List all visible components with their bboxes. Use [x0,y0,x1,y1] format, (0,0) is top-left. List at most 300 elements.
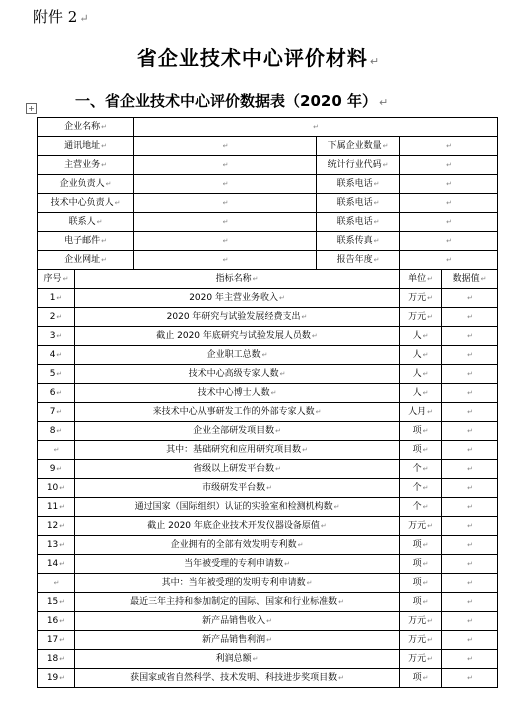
info-value-cell[interactable] [134,175,317,194]
cell-end-mark: ↵ [467,541,473,549]
info-label-text: 技术中心负责人 [50,198,114,208]
indicator-name [75,460,400,479]
indicator-no-text: 3 [49,331,56,341]
cell-end-mark: ↵ [467,294,473,302]
cell-end-mark: ↵ [422,484,429,492]
indicator-row [38,308,498,327]
section-subtitle: 一、省企业技术中心评价数据表（2020 年） ↵ [75,92,389,110]
cell-end-mark: ↵ [422,598,429,606]
indicator-value-cell[interactable] [442,384,498,403]
cell-end-mark: ↵ [59,598,66,606]
indicator-name [75,631,400,650]
indicator-unit-text: 万元 [408,616,427,626]
info-row [38,137,498,156]
indicator-no [38,460,75,479]
indicator-name-text: 最近三年主持和参加制定的国际、国家和行业标准数 [130,597,338,607]
cell-end-mark: ↵ [266,636,272,644]
indicator-unit-text: 万元 [408,312,427,322]
cell-end-mark: ↵ [373,237,380,245]
indicator-unit [400,308,442,327]
indicator-name [75,289,400,308]
cell-end-mark: ↵ [59,503,66,511]
indicator-value-cell[interactable] [442,498,498,517]
column-header-name [75,270,400,289]
info-row [38,118,498,137]
indicator-unit-text: 人 [412,388,422,398]
column-header-value-text: 数据值 [452,274,480,284]
cell-end-mark: ↵ [467,370,473,378]
indicator-unit-text: 万元 [408,521,427,531]
cell-end-mark: ↵ [467,465,473,473]
indicator-value-cell[interactable] [442,422,498,441]
indicator-no-text: 7 [49,407,56,417]
indicator-no-text: 2 [49,312,56,322]
indicator-value-cell[interactable] [442,574,498,593]
info-value-cell[interactable] [134,156,317,175]
cell-end-mark: ↵ [422,579,429,587]
indicator-unit-text: 人 [412,369,422,379]
cell-end-mark: ↵ [101,123,107,131]
indicator-no-text: 4 [49,350,56,360]
info-value-cell[interactable] [134,251,317,270]
cell-end-mark: ↵ [278,294,285,302]
info-label-secondary [317,213,400,232]
indicator-name [75,650,400,669]
cell-end-mark: ↵ [275,427,281,435]
cell-end-mark: ↵ [467,332,473,340]
indicator-unit [400,669,442,688]
indicator-row [38,346,498,365]
indicator-no-text: 18 [46,654,59,664]
indicator-row [38,327,498,346]
cell-end-mark: ↵ [467,408,473,416]
cell-end-mark: ↵ [467,484,473,492]
indicator-value-cell[interactable] [442,289,498,308]
indicator-unit-text: 个 [412,483,422,493]
indicator-no-text: 16 [46,616,59,626]
cell-end-mark: ↵ [270,389,277,397]
cell-end-mark: ↵ [422,427,429,435]
info-row [38,156,498,175]
indicator-no [38,536,75,555]
indicator-no-text: 13 [46,540,59,550]
indicator-value-cell[interactable] [442,517,498,536]
indicator-name-text: 市级研发平台数 [202,483,266,493]
cell-end-mark: ↵ [446,237,452,245]
indicator-header-row [38,270,498,289]
indicator-unit [400,422,442,441]
info-value-cell[interactable] [400,232,498,251]
cell-end-mark: ↵ [59,522,66,530]
indicator-row [38,365,498,384]
cell-end-mark: ↵ [467,655,473,663]
info-value-cell[interactable] [134,118,498,137]
info-label [38,194,134,213]
cell-end-mark: ↵ [96,218,103,226]
indicator-value-cell[interactable] [442,631,498,650]
indicator-unit-text: 项 [412,540,422,550]
indicator-name-text: 截止 2020 年底研究与试验发展人员数 [156,331,311,341]
info-row [38,251,498,270]
info-label-secondary-text: 统计行业代码 [327,160,382,170]
cell-end-mark: ↵ [59,674,66,682]
info-value-cell[interactable] [134,213,317,232]
indicator-no-text: 15 [46,597,59,607]
info-label-secondary-text: 联系电话 [336,217,373,227]
indicator-unit [400,479,442,498]
cell-end-mark: ↵ [467,351,473,359]
indicator-name [75,498,400,517]
indicator-no [38,593,75,612]
info-label-text: 主营业务 [64,160,101,170]
indicator-name [75,612,400,631]
indicator-unit [400,536,442,555]
indicator-no-text: 6 [49,388,56,398]
indicator-unit-text: 个 [412,464,422,474]
cell-end-mark: ↵ [53,579,60,587]
cell-end-mark: ↵ [422,541,429,549]
cell-end-mark: ↵ [427,408,433,416]
cell-end-mark: ↵ [56,313,63,321]
indicator-name-text: 企业职工总数 [206,350,261,360]
cell-end-mark: ↵ [446,199,452,207]
indicator-name [75,593,400,612]
info-row [38,213,498,232]
cell-end-mark: ↵ [101,237,107,245]
cell-end-mark: ↵ [382,161,389,169]
indicator-no [38,384,75,403]
indicator-row [38,460,498,479]
indicator-value-cell[interactable] [442,365,498,384]
indicator-unit [400,593,442,612]
indicator-name-text: 技术中心博士人数 [197,388,270,398]
info-label-secondary-text: 下属企业数量 [327,141,382,151]
indicator-no-text: 5 [49,369,56,379]
column-header-no-text: 序号 [43,274,62,284]
cell-end-mark: ↵ [480,275,487,283]
cell-end-mark: ↵ [297,541,304,549]
cell-end-mark: ↵ [467,522,473,530]
cell-end-mark: ↵ [422,503,429,511]
info-label-secondary-text: 联系电话 [336,179,373,189]
info-value-cell[interactable] [134,194,317,213]
indicator-name-text: 其中：基础研究和应用研究项目数 [166,445,302,455]
cell-end-mark: ↵ [222,142,229,150]
indicator-unit [400,631,442,650]
indicator-row [38,403,498,422]
indicator-name-text: 通过国家（国际组织）认证的实验室和检测机构数 [134,502,333,512]
indicator-name-text: 利润总额 [215,654,252,664]
cell-end-mark: ↵ [306,579,313,587]
indicator-value-cell[interactable] [442,650,498,669]
indicator-name-text: 企业拥有的全部有效发明专利数 [170,540,297,550]
indicator-name-text: 省级以上研发平台数 [193,464,275,474]
indicator-unit-text: 项 [412,597,422,607]
cell-end-mark: ↵ [338,598,344,606]
indicator-row [38,612,498,631]
cell-end-mark: ↵ [427,522,433,530]
info-label [38,251,134,270]
indicator-value-cell[interactable] [442,612,498,631]
column-header-value [442,270,498,289]
cell-end-mark: ↵ [101,142,107,150]
info-label-secondary [317,232,400,251]
cell-end-mark: ↵ [467,313,473,321]
indicator-unit [400,517,442,536]
cell-end-mark: ↵ [373,199,380,207]
indicator-row [38,536,498,555]
document-title: 省企业技术中心评价材料 ↵ [136,46,381,70]
indicator-value-cell[interactable] [442,593,498,612]
info-label-text: 企业名称 [64,122,101,132]
indicator-row [38,631,498,650]
indicator-row [38,555,498,574]
info-label-secondary [317,137,400,156]
indicator-row [38,441,498,460]
info-label-secondary [317,194,400,213]
indicator-unit-text: 项 [412,559,422,569]
cell-end-mark: ↵ [446,142,452,150]
indicator-no [38,650,75,669]
cell-end-mark: ↵ [261,351,268,359]
indicator-name-text: 2020 年研究与试验发展经费支出 [166,312,301,322]
info-label [38,175,134,194]
info-label-secondary [317,175,400,194]
indicator-name [75,346,400,365]
cell-end-mark: ↵ [373,180,380,188]
cell-end-mark: ↵ [105,180,112,188]
indicator-value-cell[interactable] [442,669,498,688]
indicator-value-cell[interactable] [442,536,498,555]
indicator-no [38,365,75,384]
indicator-unit [400,612,442,631]
indicator-value-cell[interactable] [442,479,498,498]
cell-end-mark: ↵ [53,446,60,454]
info-label [38,232,134,251]
info-row [38,175,498,194]
indicator-name [75,536,400,555]
info-label-secondary-text: 报告年度 [336,255,373,265]
indicator-no [38,327,75,346]
indicator-no [38,574,75,593]
indicator-name [75,441,400,460]
indicator-unit [400,574,442,593]
indicator-name [75,422,400,441]
cell-end-mark: ↵ [422,370,429,378]
indicator-name-text: 2020 年主营业务收入 [189,293,278,303]
cell-end-mark: ↵ [302,446,308,454]
indicator-name [75,403,400,422]
indicator-row [38,289,498,308]
cell-end-mark: ↵ [56,427,63,435]
indicator-no [38,612,75,631]
column-header-unit-text: 单位 [408,274,427,284]
cell-end-mark: ↵ [422,446,429,454]
cell-end-mark: ↵ [467,674,473,682]
info-value-cell[interactable] [400,156,498,175]
column-header-unit [400,270,442,289]
cell-end-mark: ↵ [222,237,229,245]
cell-end-mark: ↵ [427,636,433,644]
cell-end-mark: ↵ [467,503,473,511]
cell-end-mark: ↵ [252,275,259,283]
table-move-handle-icon[interactable]: + [26,103,37,114]
column-header-name-text: 指标名称 [215,274,252,284]
indicator-unit-text: 人 [412,331,422,341]
info-row [38,194,498,213]
indicator-name [75,574,400,593]
cell-end-mark: ↵ [320,522,327,530]
indicator-unit [400,327,442,346]
indicator-no [38,403,75,422]
info-value-cell[interactable] [400,175,498,194]
indicator-no-text: 1 [49,293,56,303]
info-value-cell[interactable] [400,137,498,156]
attachment-label: 附件 2 ↵ [33,8,89,26]
indicator-no [38,669,75,688]
cell-end-mark: ↵ [422,465,429,473]
indicator-name [75,555,400,574]
indicator-name-text: 新产品销售利润 [202,635,266,645]
indicator-name-text: 获国家或省自然科学、技术发明、科技进步奖项目数 [130,673,338,683]
indicator-row [38,574,498,593]
info-label-text: 联系人 [68,217,96,227]
info-value-cell[interactable] [400,251,498,270]
indicator-unit-text: 个 [412,502,422,512]
indicator-row [38,422,498,441]
cell-end-mark: ↵ [59,560,66,568]
indicator-unit-text: 万元 [408,635,427,645]
cell-end-mark: ↵ [101,161,107,169]
cell-end-mark: ↵ [382,142,389,150]
indicator-no-text: 8 [49,426,56,436]
info-value-cell[interactable] [134,232,317,251]
indicator-name-text: 企业全部研发项目数 [193,426,275,436]
cell-end-mark: ↵ [266,617,272,625]
indicator-unit [400,289,442,308]
indicator-no [38,498,75,517]
cell-end-mark: ↵ [422,674,429,682]
indicator-name-text: 其中：当年被受理的发明专利申请数 [161,578,306,588]
cell-end-mark: ↵ [101,256,107,264]
info-label-text: 电子邮件 [64,236,101,246]
cell-end-mark: ↵ [56,370,63,378]
indicator-no-text: 17 [46,635,59,645]
indicator-row [38,384,498,403]
cell-end-mark: ↵ [422,389,429,397]
cell-end-mark: ↵ [467,389,473,397]
cell-end-mark: ↵ [59,655,66,663]
indicator-value-cell[interactable] [442,555,498,574]
indicator-unit-text: 项 [412,426,422,436]
indicator-no-text: 9 [49,464,56,474]
info-value-cell[interactable] [134,137,317,156]
cell-end-mark: ↵ [446,256,452,264]
cell-end-mark: ↵ [222,256,229,264]
indicator-name-text: 来技术中心从事研发工作的外部专家人数 [152,407,315,417]
cell-end-mark: ↵ [427,313,433,321]
cell-end-mark: ↵ [422,332,429,340]
cell-end-mark: ↵ [467,560,473,568]
cell-end-mark: ↵ [56,389,63,397]
indicator-name-text: 新产品销售收入 [202,616,266,626]
column-header-no [38,270,75,289]
indicator-value-cell[interactable] [442,327,498,346]
indicator-unit [400,346,442,365]
indicator-unit [400,555,442,574]
indicator-value-cell[interactable] [442,403,498,422]
indicator-unit [400,441,442,460]
indicator-value-cell[interactable] [442,346,498,365]
info-label-text: 企业网址 [64,255,101,265]
indicator-unit-text: 人 [412,350,422,360]
indicator-unit [400,460,442,479]
indicator-no [38,308,75,327]
info-label-secondary [317,251,400,270]
cell-end-mark: ↵ [467,427,473,435]
indicator-unit-text: 人月 [408,407,427,417]
indicator-value-cell[interactable] [442,460,498,479]
indicator-no [38,346,75,365]
indicator-row [38,593,498,612]
cell-end-mark: ↵ [56,465,63,473]
cell-end-mark: ↵ [373,218,380,226]
indicator-no-text: 12 [46,521,59,531]
indicator-row [38,669,498,688]
cell-end-mark: ↵ [252,655,259,663]
indicator-no [38,479,75,498]
indicator-name-text: 截止 2020 年底企业技术开发仪器设备原值 [147,521,320,531]
indicator-name [75,384,400,403]
indicator-no [38,289,75,308]
indicator-row [38,498,498,517]
info-label [38,156,134,175]
cell-end-mark: ↵ [427,617,433,625]
indicator-unit [400,365,442,384]
cell-end-mark: ↵ [59,636,66,644]
info-label [38,213,134,232]
indicator-no [38,631,75,650]
cell-end-mark: ↵ [56,294,63,302]
cell-end-mark: ↵ [467,598,473,606]
indicator-no-text: 10 [46,483,59,493]
indicator-name [75,669,400,688]
cell-end-mark: ↵ [59,484,66,492]
info-label-text: 通讯地址 [64,141,101,151]
indicator-value-cell[interactable] [442,308,498,327]
indicator-no [38,517,75,536]
indicator-no-text: 19 [46,673,59,683]
info-value-cell[interactable] [400,194,498,213]
cell-end-mark: ↵ [427,294,433,302]
info-label-secondary-text: 联系电话 [336,198,373,208]
cell-end-mark: ↵ [275,465,281,473]
indicator-unit-text: 项 [412,445,422,455]
indicator-no-text: 14 [46,559,59,569]
indicator-value-cell[interactable] [442,441,498,460]
cell-end-mark: ↵ [427,275,433,283]
indicator-unit [400,403,442,422]
cell-end-mark: ↵ [467,617,473,625]
cell-end-mark: ↵ [422,560,429,568]
info-value-cell[interactable] [400,213,498,232]
cell-end-mark: ↵ [222,199,229,207]
indicator-no [38,441,75,460]
cell-end-mark: ↵ [59,541,66,549]
cell-end-mark: ↵ [446,161,452,169]
cell-end-mark: ↵ [427,655,433,663]
cell-end-mark: ↵ [333,503,340,511]
